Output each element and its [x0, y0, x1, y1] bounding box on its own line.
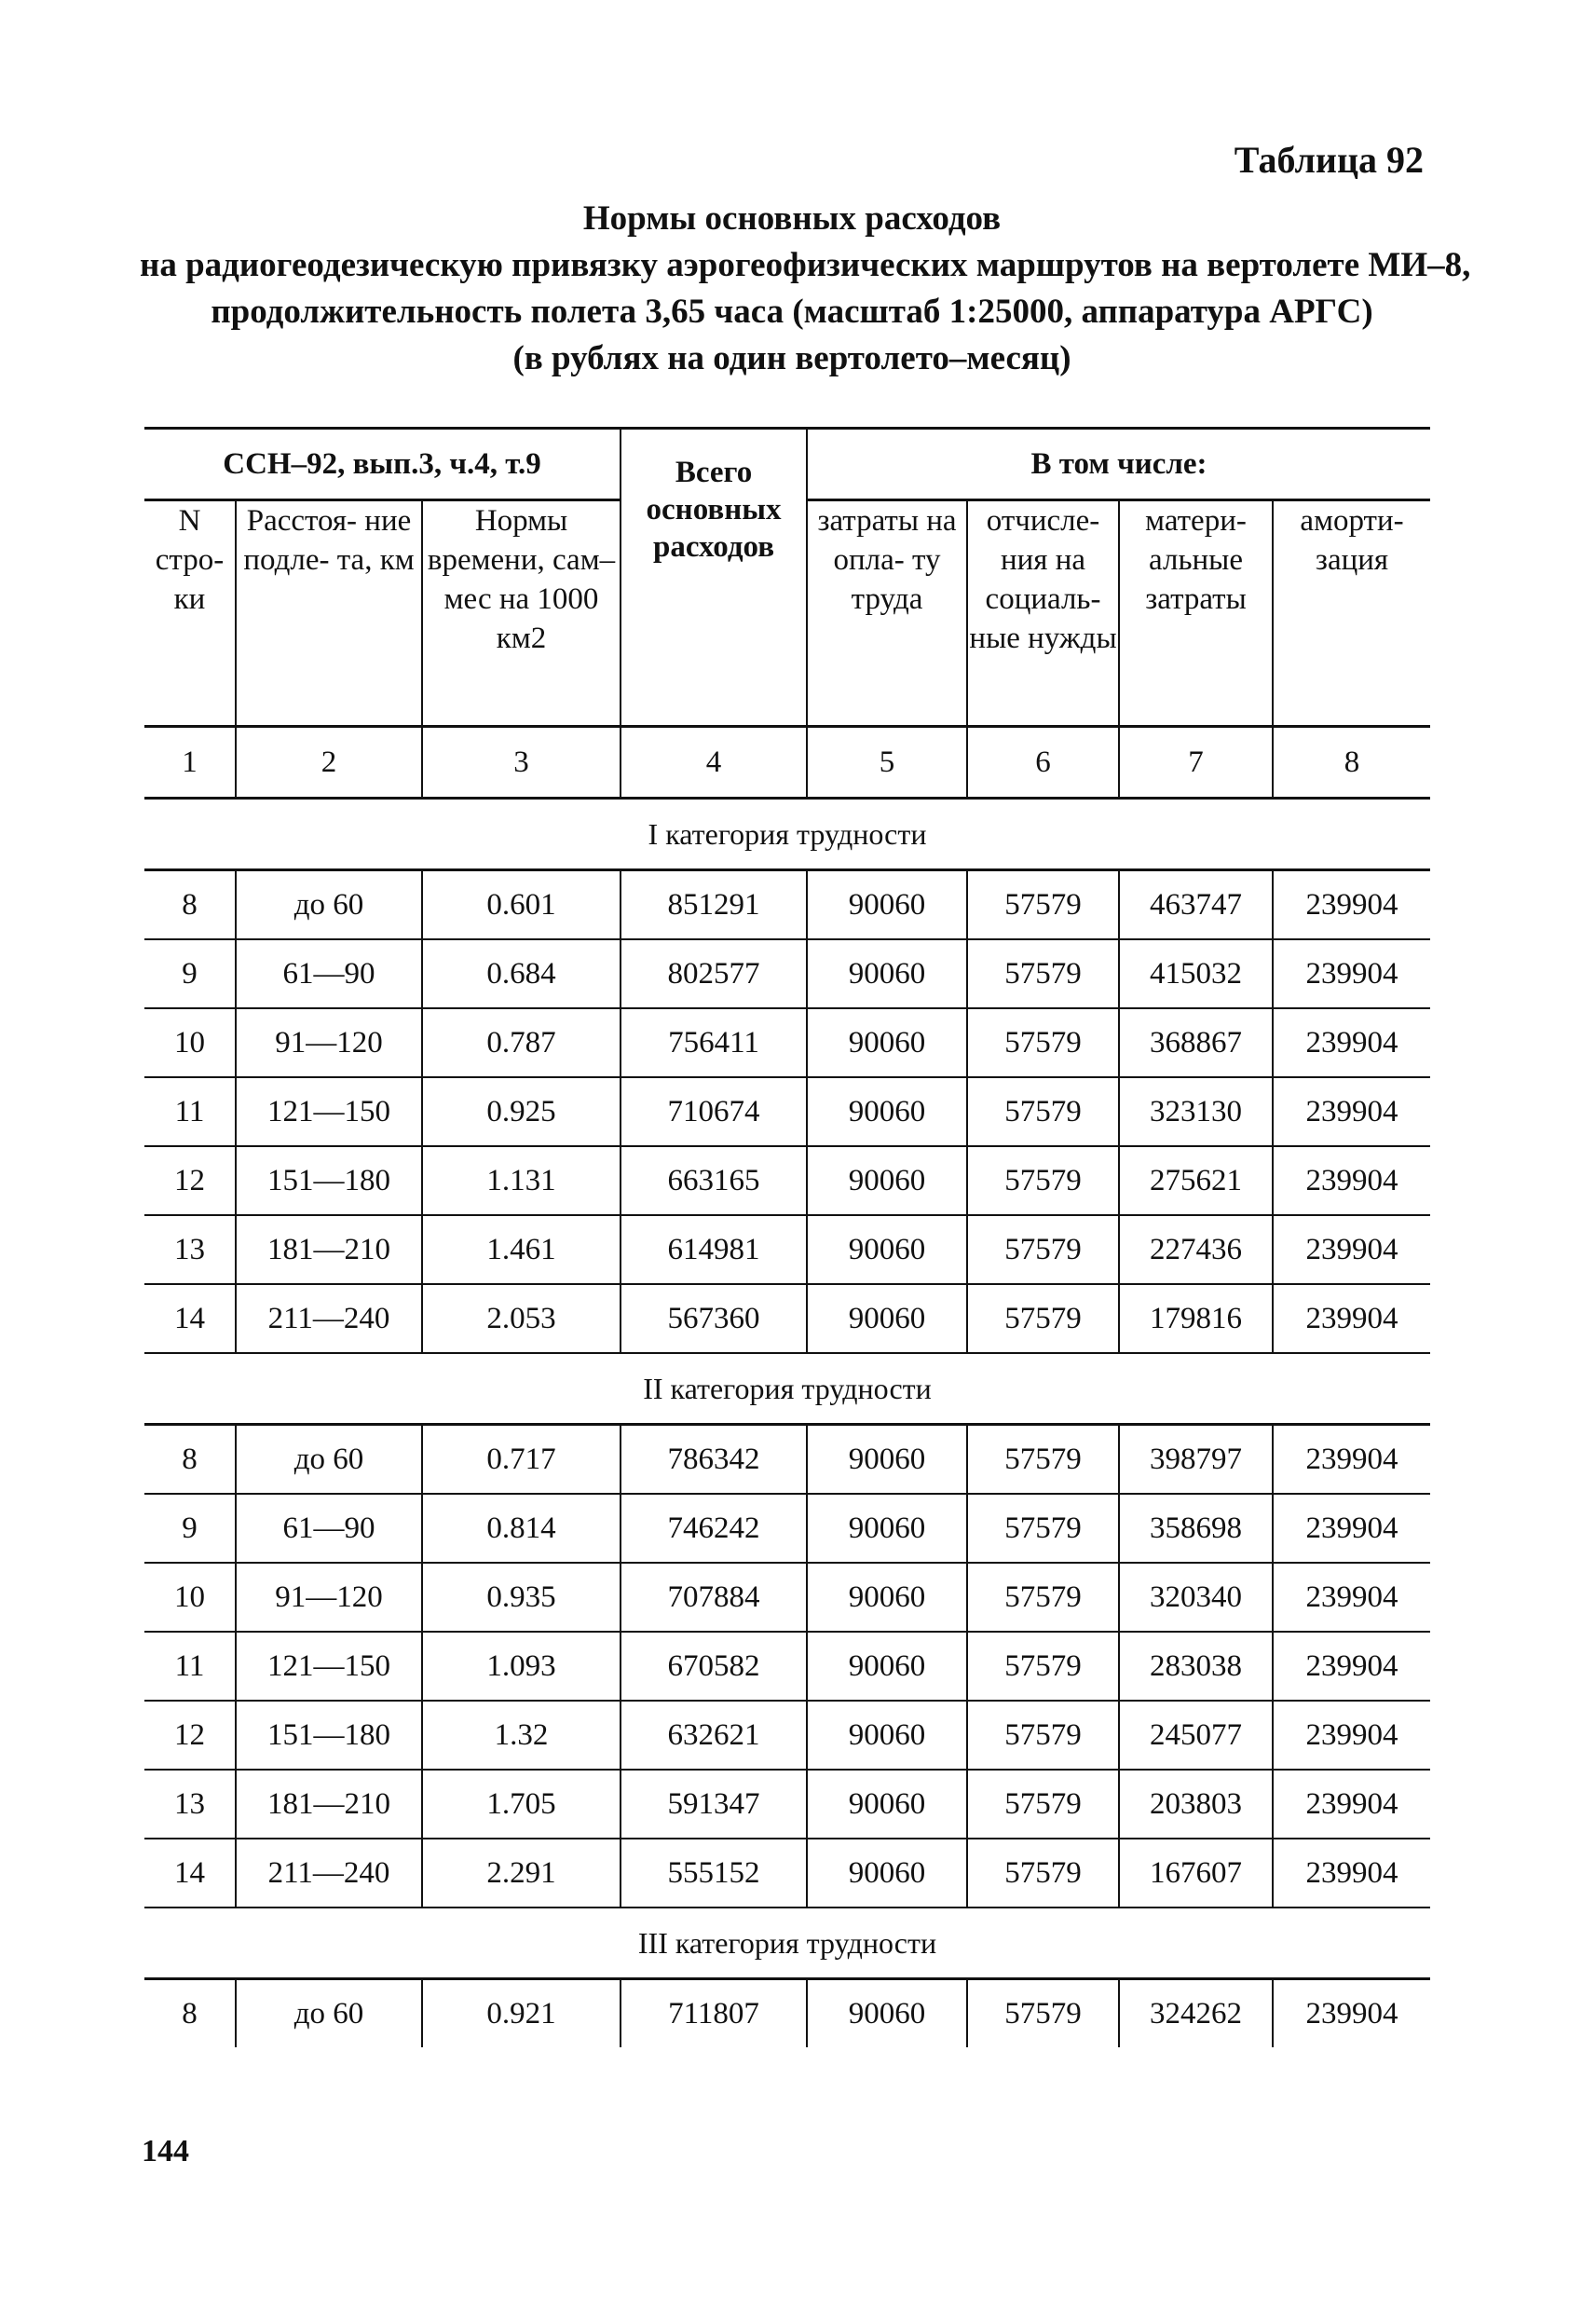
table-cell: 283038 [1119, 1632, 1273, 1701]
column-number-row [144, 727, 1430, 799]
table-cell: до 60 [236, 870, 422, 940]
column-number: 2 [236, 727, 422, 799]
table-cell: 239904 [1273, 1563, 1430, 1632]
table-cell: 463747 [1119, 870, 1273, 940]
table-cell: 239904 [1273, 1146, 1430, 1215]
table-cell: 239904 [1273, 1215, 1430, 1284]
table-cell: 8 [144, 870, 236, 940]
table-cell: 167607 [1119, 1839, 1273, 1908]
table-cell: 1.131 [422, 1146, 621, 1215]
table-cell: 121—150 [236, 1077, 422, 1146]
table-cell: 0.601 [422, 870, 621, 940]
table-cell: 211—240 [236, 1839, 422, 1908]
table-cell: 57579 [967, 1494, 1119, 1563]
norms-table [144, 427, 1430, 2047]
table-cell: 567360 [621, 1284, 807, 1353]
table-cell: 90060 [807, 1284, 967, 1353]
table-row [144, 870, 1430, 940]
table-cell: 57579 [967, 1077, 1119, 1146]
table-cell: 663165 [621, 1146, 807, 1215]
table-row [144, 1979, 1430, 2048]
table-cell: 8 [144, 1425, 236, 1495]
table-cell: 61—90 [236, 1494, 422, 1563]
table-cell: 0.717 [422, 1425, 621, 1495]
table-cell: 632621 [621, 1701, 807, 1770]
table-cell: 57579 [967, 1701, 1119, 1770]
table-cell: 756411 [621, 1008, 807, 1077]
table-cell: 0.925 [422, 1077, 621, 1146]
table-cell: 10 [144, 1008, 236, 1077]
table-row [144, 1284, 1430, 1353]
table-cell: 711807 [621, 1979, 807, 2048]
table-cell: 61—90 [236, 939, 422, 1008]
category-row [144, 799, 1430, 870]
table-cell: 239904 [1273, 1632, 1430, 1701]
table-cell: 710674 [621, 1077, 807, 1146]
table-cell: 245077 [1119, 1701, 1273, 1770]
table-cell: 1.093 [422, 1632, 621, 1701]
table-cell: 57579 [967, 1563, 1119, 1632]
table-cell: 8 [182, 1996, 198, 2031]
table-row [144, 1215, 1430, 1284]
table-cell: 57579 [967, 1146, 1119, 1215]
table-cell: 1.32 [422, 1701, 621, 1770]
table-row [144, 1563, 1430, 1632]
table-row [144, 1632, 1430, 1701]
title-line-3: продолжительность полета 3,65 часа (масштаб 1:25000, аппаратура АРГС) [211, 293, 1373, 331]
table-row [144, 1008, 1430, 1077]
table-cell: 320340 [1119, 1563, 1273, 1632]
table-cell: 90060 [807, 1146, 967, 1215]
table-cell: 0.921 [422, 1979, 621, 2048]
table-cell: 323130 [1119, 1077, 1273, 1146]
table-cell: 0.787 [422, 1008, 621, 1077]
table-cell: 368867 [1119, 1008, 1273, 1077]
title-line-1: Нормы основных расходов [582, 199, 1002, 238]
table-row [144, 1077, 1430, 1146]
table-cell: 239904 [1273, 1284, 1430, 1353]
table-row [144, 1770, 1430, 1839]
table-cell: 90060 [807, 1215, 967, 1284]
table-cell: 9 [144, 1494, 236, 1563]
table-cell: 1.461 [422, 1215, 621, 1284]
table-cell: 90060 [807, 1701, 967, 1770]
header-col6: отчисле- ния на социаль- ные нужды [967, 500, 1119, 727]
table-cell: 57579 [967, 1632, 1119, 1701]
header-col7: матери- альные затраты [1119, 500, 1273, 727]
table-cell: 57579 [967, 870, 1119, 940]
category-title: I категория трудности [144, 799, 1430, 870]
table-cell: 57579 [967, 1008, 1119, 1077]
table-cell: 90060 [807, 1839, 967, 1908]
table-cell: 2.291 [422, 1839, 621, 1908]
table-cell: 239904 [1273, 870, 1430, 940]
category-row [144, 1353, 1430, 1425]
table-cell: 90060 [807, 1563, 967, 1632]
table-cell: 239904 [1273, 1494, 1430, 1563]
table-cell: 57579 [967, 1215, 1119, 1284]
table-cell: 90060 [807, 870, 967, 940]
table-cell: 802577 [621, 939, 807, 1008]
table-cell: 2.053 [422, 1284, 621, 1353]
table-cell: 239904 [1273, 1008, 1430, 1077]
table-cell: 614981 [621, 1215, 807, 1284]
table-cell: 707884 [621, 1563, 807, 1632]
page-number: 144 [142, 2134, 189, 2168]
table-cell: 179816 [1119, 1284, 1273, 1353]
table-cell: 1.705 [422, 1770, 621, 1839]
table-cell: 13 [144, 1215, 236, 1284]
table-cell: 786342 [621, 1425, 807, 1495]
table-cell: 181—210 [236, 1215, 422, 1284]
table-cell: 239904 [1273, 1425, 1430, 1495]
table-cell: 90060 [807, 1979, 967, 2048]
title-line-2: на радиогеодезическую привязку аэрогеофизических маршрутов на вертолете МИ–8, [140, 246, 1471, 284]
table-cell: 57579 [967, 1284, 1119, 1353]
table-cell: 57579 [967, 939, 1119, 1008]
table-label: Таблица 92 [1234, 139, 1424, 181]
table-cell: 670582 [621, 1632, 807, 1701]
table-cell: 555152 [621, 1839, 807, 1908]
table-row [144, 1425, 1430, 1495]
table-cell: 239904 [1273, 1701, 1430, 1770]
header-col5: затраты на опла- ту труда [807, 500, 967, 727]
table-header [144, 429, 1430, 799]
table-cell: 151—180 [236, 1701, 422, 1770]
column-number: 4 [621, 727, 807, 799]
category-title: II категория трудности [144, 1353, 1430, 1425]
table-cell: 12 [144, 1701, 236, 1770]
table-cell: до 60 [236, 1979, 422, 2048]
header-col2: Расстоя- ние подле- та, км [236, 500, 422, 727]
header-col3: Нормы времени, сам–мес на 1000 км2 [422, 500, 621, 727]
table-cell: 57579 [967, 1979, 1119, 2048]
table-title [140, 196, 1471, 382]
column-number: 1 [144, 727, 236, 799]
table-cell: 14 [144, 1839, 236, 1908]
table-cell: 0.684 [422, 939, 621, 1008]
table-cell: 324262 [1119, 1979, 1273, 2048]
table-cell: 0.814 [422, 1494, 621, 1563]
table-cell: 239904 [1273, 1077, 1430, 1146]
table-cell: 121—150 [236, 1632, 422, 1701]
column-number: 6 [967, 727, 1119, 799]
table-cell: до 60 [236, 1425, 422, 1495]
table-cell: 9 [144, 939, 236, 1008]
table-cell: 415032 [1119, 939, 1273, 1008]
category-title: III категория трудности [144, 1908, 1430, 1979]
table-cell: 11 [144, 1077, 236, 1146]
column-number: 5 [807, 727, 967, 799]
table-cell: 398797 [1119, 1425, 1273, 1495]
header-ssn: ССН–92, вып.3, ч.4, т.9 [144, 429, 621, 500]
norms-table-container [144, 427, 1430, 2047]
table-cell: 90060 [807, 1770, 967, 1839]
category-row [144, 1908, 1430, 1979]
table-cell: 91—120 [236, 1563, 422, 1632]
header-including: В том числе: [807, 429, 1430, 500]
table-row [144, 1701, 1430, 1770]
table-cell: 11 [144, 1632, 236, 1701]
column-number: 8 [1273, 727, 1430, 799]
title-line-4: (в рублях на один вертолето–месяц) [512, 339, 1071, 377]
header-col1: N стро- ки [155, 504, 225, 616]
table-cell: 239904 [1273, 1979, 1430, 2048]
table-cell: 90060 [807, 1008, 967, 1077]
table-cell: 90060 [807, 939, 967, 1008]
table-cell: 239904 [1273, 1839, 1430, 1908]
table-cell: 10 [144, 1563, 236, 1632]
table-cell: 227436 [1119, 1215, 1273, 1284]
table-cell: 90060 [807, 1494, 967, 1563]
table-cell: 591347 [621, 1770, 807, 1839]
table-cell: 91—120 [236, 1008, 422, 1077]
table-cell: 358698 [1119, 1494, 1273, 1563]
table-body [144, 799, 1430, 2048]
header-total: Всего основных расходов [621, 429, 807, 727]
table-row [144, 1494, 1430, 1563]
table-cell: 275621 [1119, 1146, 1273, 1215]
table-cell: 57579 [967, 1425, 1119, 1495]
table-cell: 57579 [967, 1839, 1119, 1908]
table-cell: 90060 [807, 1077, 967, 1146]
table-row [144, 1839, 1430, 1908]
table-cell: 0.935 [422, 1563, 621, 1632]
table-cell: 13 [144, 1770, 236, 1839]
table-cell: 151—180 [236, 1146, 422, 1215]
table-cell: 239904 [1273, 1770, 1430, 1839]
table-row [144, 939, 1430, 1008]
table-cell: 851291 [621, 870, 807, 940]
table-cell: 14 [144, 1284, 236, 1353]
table-cell: 211—240 [236, 1284, 422, 1353]
table-cell: 746242 [621, 1494, 807, 1563]
table-cell: 90060 [807, 1425, 967, 1495]
column-number: 7 [1119, 727, 1273, 799]
table-cell: 239904 [1273, 939, 1430, 1008]
table-cell: 57579 [967, 1770, 1119, 1839]
table-cell: 203803 [1119, 1770, 1273, 1839]
table-cell: 181—210 [236, 1770, 422, 1839]
header-col8: аморти- зация [1273, 500, 1430, 727]
table-row [144, 1146, 1430, 1215]
table-cell: 90060 [807, 1632, 967, 1701]
column-number: 3 [422, 727, 621, 799]
table-cell: 12 [144, 1146, 236, 1215]
